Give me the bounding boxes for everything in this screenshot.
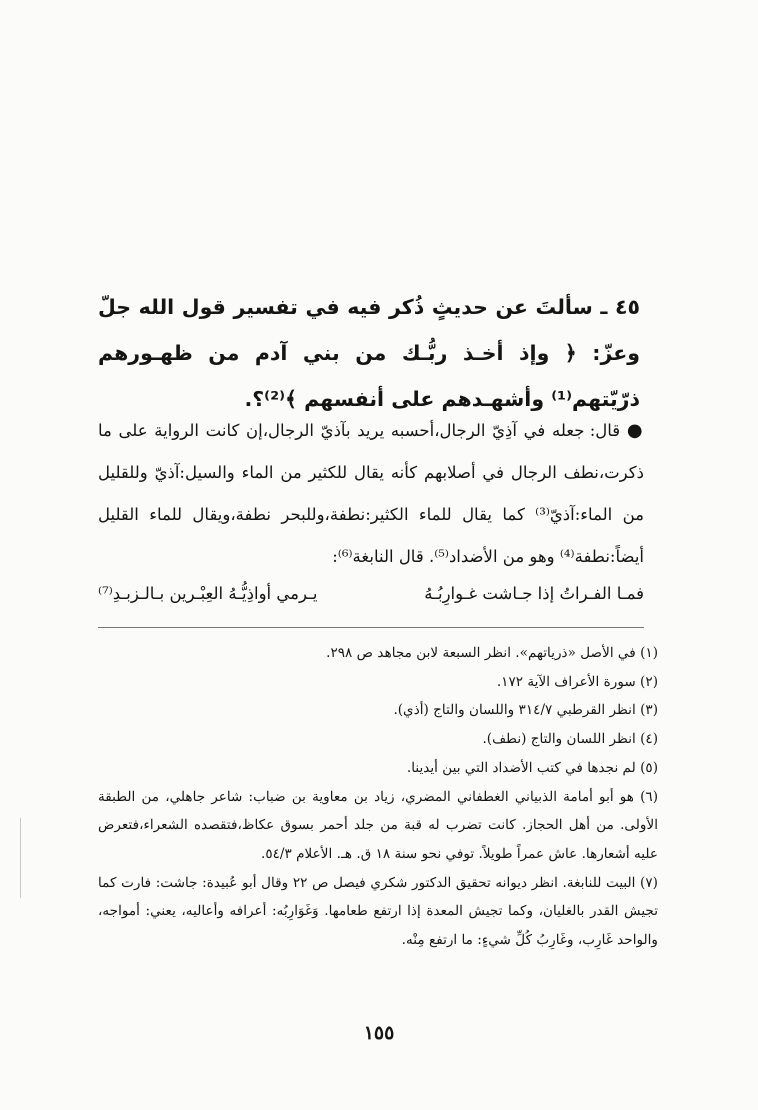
scan-margin-line — [20, 818, 21, 898]
question-heading: ٤٥ ـ سألتَ عن حديثٍ ذُكر فيه في تفسير قول الله جلّ وعزّ: ﴿ وإذ أخـذ ربُّـك من بني آدم من ظهـورهم ذرّيّتهم⁽¹⁾ وأشهـدهم على أنفسهم ﴾⁽²⁾؟. — [98, 295, 640, 411]
footnote-divider — [98, 627, 644, 628]
footnote-6: (٦) هو أبو أمامة الذبياني الغطفاني المضري، زياد بن معاوية بن ضباب: شاعر جاهلي، من الطبقة الأولى. من أهل الحجاز. كانت تضرب له قبة من جلد أحمر بسوق عكاظ،فتقصده الشعراء،فتعرض عليه أشعارها. عاش عمراً طويلاً. توفي نحو سنة ١٨ ق. هـ. الأعلام ٥٤/٣. — [98, 788, 658, 862]
poetry-verse — [98, 574, 644, 614]
footnote-1: (١) في الأصل «ذرياتهم». انظر السبعة لابن مجاهد ص ٢٩٨. — [326, 645, 658, 661]
answer-paragraph — [98, 410, 644, 578]
footnote-2: (٢) سورة الأعراف الآية ١٧٢. — [496, 673, 658, 690]
footnote-3: (٣) انظر القرطبي ٣١٤/٧ واللسان والتاج (أذي). — [393, 702, 658, 719]
footnote-4: (٤) انظر اللسان والتاج (نطف). — [482, 731, 658, 748]
page-number: ١٥٥ — [363, 1022, 395, 1044]
answer-text: قال: جعله في آذِيّ الرجال،أحسبه يريد بآذيّ الرجال،إن كانت الرواية على ما ذكرت،نطف الرجال في أصلابهم كأنه يقال للكثير من الماء والسيل:آذيّ وللقليل من الماء:آذيّ⁽³⁾ كما يقال للماء الكثير:نطفة،وللبحر نطفة،ويقال للماء القليل أيضاً:نطفة⁽⁴⁾ وهو من الأضداد⁽⁵⁾. قال النابغة⁽⁶⁾: — [98, 421, 644, 566]
footnotes — [98, 639, 658, 955]
verse-first-hemistich: فمـا الفـراتُ إذا جـاشت غـوارِبُـهُ — [424, 584, 644, 603]
footnote-7: (٧) البيت للنابغة. انظر ديوانه تحقيق الدكتور شكري فيصل ص ٢٢ وقال أبو عُبيدة: جاشت: فارت كما تجيش القدر بالغليان، وكما تجيش المعدة إذا ارتفع طعامها. وَغَوَارِبُه: أعرافه وأعاليه، يعني: أمواجه، والواحد غَارِب، وغَارِبُ كُلِّ شيءٍ: ما ارتفع مِنْه. — [98, 874, 658, 949]
footnote-5: (٥) لم نجدها في كتب الأضداد التي بين أيدينا. — [406, 759, 658, 776]
verse-second-hemistich: يـرمي أواذِيُّـهُ العِبْـرين بـالـزبـدِ⁽⁷⁾ — [98, 584, 318, 603]
bullet-icon: ● — [626, 420, 644, 441]
